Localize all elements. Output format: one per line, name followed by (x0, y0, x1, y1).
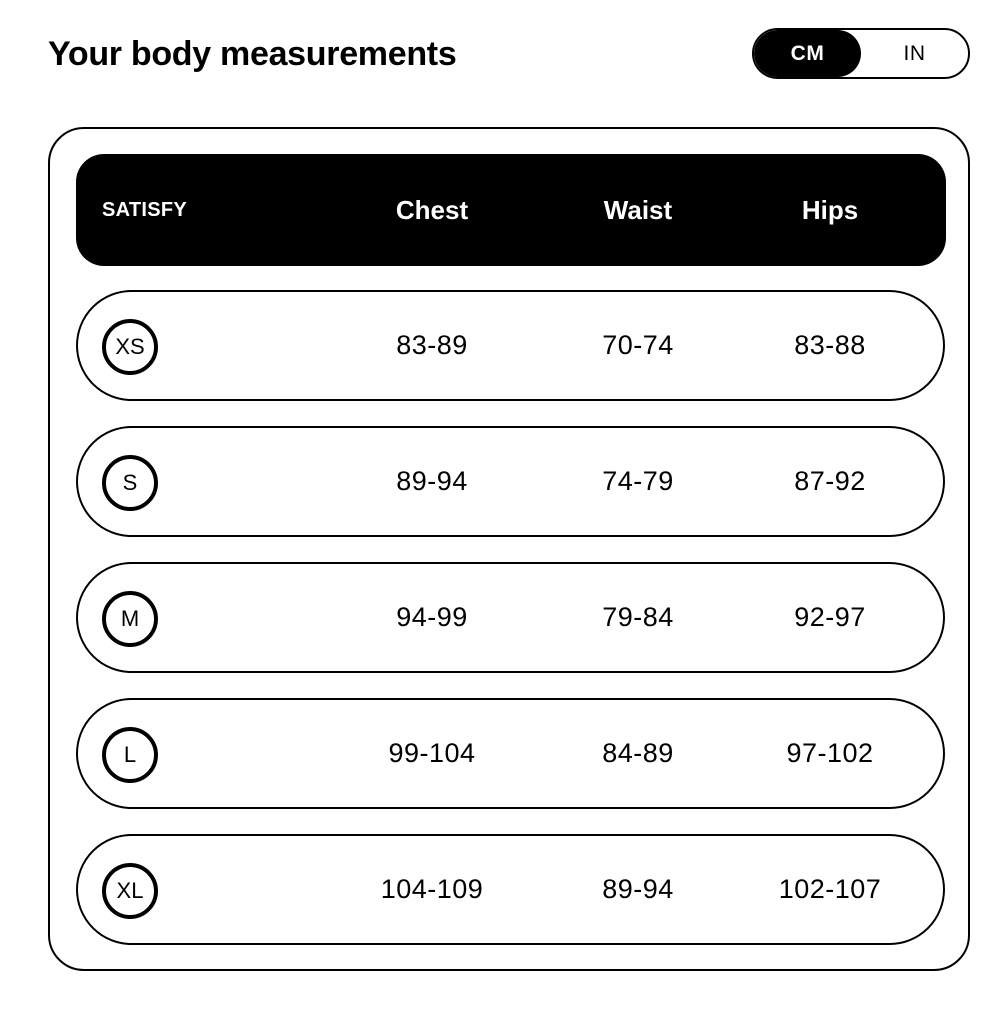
size-chart-header (76, 154, 946, 266)
size-row-m (76, 562, 945, 673)
column-header-waist: Waist (603, 194, 673, 225)
brand-label: SATISFY (102, 198, 188, 221)
size-badge: L (102, 727, 158, 783)
size-badge: XL (102, 863, 158, 919)
size-row-xl (76, 834, 945, 945)
waist-value: 79-84 (602, 602, 674, 632)
size-chart-card (48, 127, 970, 971)
size-row-s (76, 426, 945, 537)
chest-value: 104-109 (380, 874, 484, 904)
page-title: Your body measurements (48, 35, 457, 73)
waist-value: 84-89 (602, 738, 674, 768)
size-row-l (76, 698, 945, 809)
column-header-hips: Hips (801, 194, 859, 225)
unit-option-in[interactable]: IN (903, 41, 926, 65)
chest-value: 94-99 (396, 602, 468, 632)
waist-value: 70-74 (602, 330, 674, 360)
unit-toggle[interactable] (752, 28, 970, 79)
waist-value: 89-94 (602, 874, 674, 904)
hips-value: 87-92 (794, 466, 866, 496)
waist-value: 74-79 (602, 466, 674, 496)
size-badge: XS (102, 319, 158, 375)
unit-option-cm[interactable]: CM (754, 30, 861, 77)
chest-value: 89-94 (396, 466, 468, 496)
size-badge: S (102, 455, 158, 511)
hips-value: 83-88 (794, 330, 866, 360)
chest-value: 83-89 (396, 330, 468, 360)
chest-value: 99-104 (388, 738, 476, 768)
hips-value: 92-97 (794, 602, 866, 632)
column-header-chest: Chest (395, 194, 469, 225)
hips-value: 102-107 (778, 874, 882, 904)
hips-value: 97-102 (786, 738, 874, 768)
size-badge: M (102, 591, 158, 647)
size-row-xs (76, 290, 945, 401)
